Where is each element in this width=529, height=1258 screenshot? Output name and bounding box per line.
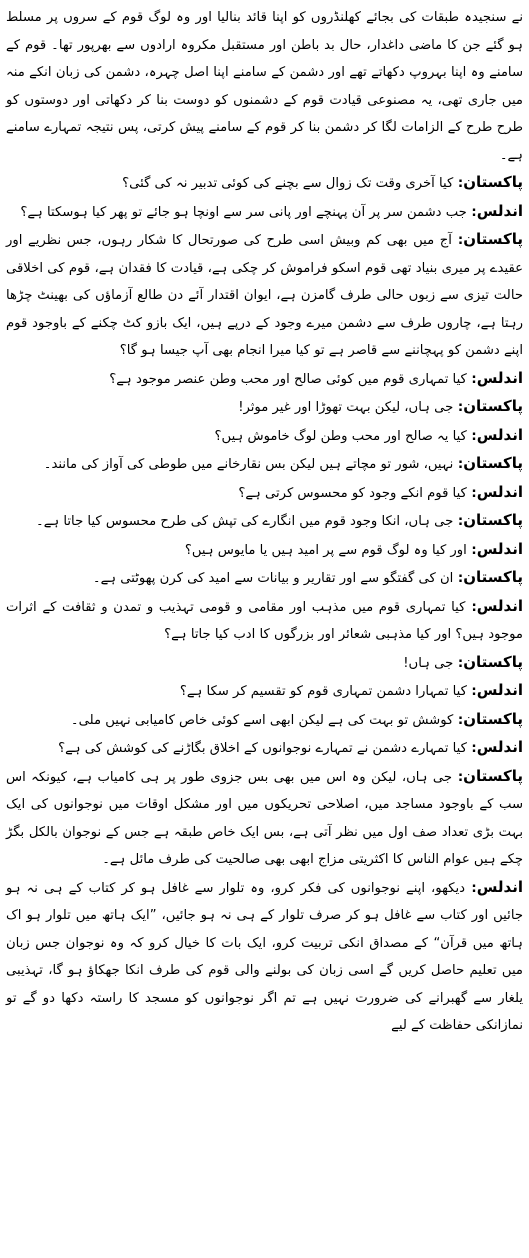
speaker-name: پاکستان: [463, 568, 523, 586]
speaker-name: اندلس: [476, 425, 523, 444]
dialogue-line: اندلس: جب دشمن سر پر آن پہنچے اور پانی سر سے اونچا ہو جائے تو پھر کیا ہوسکتا ہے؟: [20, 201, 523, 220]
speaker-name: اندلس: [476, 201, 523, 220]
dialogue-text: کیا قوم انکے وجود کو محسوس کرتی ہے؟: [238, 485, 467, 501]
dialogue-line: اندلس: کیا تمہاری قوم میں مذہب اور مقامی و قومی تہذیب و تمدن و ثقافت کے اثرات موجود ہیں؟ اور کیا مذہبی شعائر اور بزرگوں کا ادب کیا جاتا ہے؟: [6, 596, 523, 642]
dialogue-line: اندلس: کیا قوم انکے وجود کو محسوس کرتی ہے؟: [238, 482, 523, 501]
dialogue-text: جی ہاں، انکا وجود قوم میں انگارے کی تپش کی طرح محسوس کیا جاتا ہے۔: [36, 514, 454, 529]
dialogue-text: کیا تمہاری قوم میں مذہب اور مقامی و قومی تہذیب و تمدن و ثقافت کے اثرات موجود ہیں؟ اور کیا مذہبی شعائر اور بزرگوں کا ادب کیا جاتا ہے؟: [6, 599, 523, 642]
dialogue-text: جب دشمن سر پر آن پہنچے اور پانی سر سے اونچا ہو جائے تو پھر کیا ہوسکتا ہے؟: [20, 204, 467, 220]
dialogue-line: پاکستان: جی ہاں، لیکن وہ اس میں بھی بس جزوی طور پر ہی کامیاب ہے، کیونکہ اس سب کے باوجود مساجد میں، اصلاحی تحریکوں میں اور مشکل اوقات میں نوجوانوں کی ایک بہت بڑی تعداد صف اول میں نظر آتی ہے، بس ایک خاص طبقہ ہے جس کے نوجوان بالکل بگڑ چکے ہیں عوام الناس کا اکثریتی مزاج ابھی بھی صالحیت کی طرف مائل ہے۔: [6, 766, 523, 867]
dialogue-text: جی ہاں!: [403, 655, 454, 671]
speaker-name: پاکستان: [463, 454, 523, 472]
paragraph-intro: [6, 4, 523, 169]
dialogue-line: پاکستان: جی ہاں، لیکن بہت تھوڑا اور غیر موثر!: [238, 397, 523, 415]
dialogue-text: دیکھو، اپنے نوجوانوں کی فکر کرو، وہ تلوار سے غافل ہو کر کتاب کے ہی نہ ہو جائیں اور کتاب سے غافل ہو کر صرف تلوار کے ہی نہ ہو جائیں، ”ایک ہاتھ میں تلوار ہو اک ہاتھ میں قرآن“ کے مصداق انکی تربیت کرو، ایک بات کا خیال کرو کہ وہ نوجوان جس زبان میں تعلیم حاصل کریں گے اسی زبان کی بولنے والی قوم کی طرف انکا جھکاؤ ہو گا، تہذیبی یلغار سے گھبرانے کی ضرورت نہیں ہے تم اگر نوجوانوں کو مسجد کا راستہ دکھا دو گے تو نمازانکی حفاظت کے لیے: [6, 880, 523, 1033]
speaker-name: اندلس: [476, 482, 523, 501]
dialogue-line: اندلس: کیا یہ صالح اور محب وطن لوگ خاموش ہیں؟: [214, 425, 523, 444]
dialogue-line: پاکستان: کوشش تو بہت کی ہے لیکن ابھی اسے کوئی خاص کامیابی نہیں ملی۔: [70, 709, 523, 728]
dialogue-line: پاکستان: کیا آخری وقت تک زوال سے بچنے کی کوئی تدبیر نہ کی گئی؟: [122, 173, 523, 191]
speaker-name: اندلس: [476, 368, 523, 387]
dialogue-text: کیا آخری وقت تک زوال سے بچنے کی کوئی تدبیر نہ کی گئی؟: [122, 176, 454, 191]
dialogue-text: جی ہاں، لیکن بہت تھوڑا اور غیر موثر!: [238, 400, 454, 415]
speaker-name: پاکستان: [463, 511, 523, 529]
speaker-name: پاکستان: [463, 709, 523, 728]
dialogue-line: اندلس: کیا تمہارا دشمن تمہاری قوم کو تقسیم کر سکا ہے؟: [179, 681, 523, 699]
speaker-name: پاکستان: [463, 766, 523, 785]
dialogue-text: نہیں، شور تو مچاتے ہیں لیکن بس نقارخانے میں طوطی کی آواز کی مانند۔: [43, 457, 454, 472]
dialogue-line: اندلس: اور کیا وہ لوگ قوم سے پر امید ہیں یا مایوس ہیں؟: [184, 539, 523, 558]
speaker-name: اندلس: [476, 681, 523, 699]
speaker-name: اندلس: [476, 539, 523, 558]
paragraph-text: نے سنجیدہ طبقات کی بجائے کھلنڈروں کو اپنا قائد بنالیا اور وہ لوگ قوم کے سروں پر مسلط ہو گئے جن کا ماضی داغدار، حال بد باطن اور مستقبل مکروہ ارادوں سے بھرپور تھا۔ قوم کے سامنے وہ اپنا بہروپ دکھاتے تھے اور دشمن کے سامنے اپنا اصل چہرہ، دشمن کی زبان انکے منہ میں جاری تھی، یہ مصنوعی قیادت قوم کے دشمنوں کو دوست بنا کر دکھاتی اور دوستوں کو طرح طرح کے الزامات لگا کر دشمن بنا کر قوم کے سامنے پیش کرتی، پس نتیجہ تمہارے سامنے ہے۔: [6, 10, 523, 163]
speaker-name: اندلس: [476, 596, 523, 615]
speaker-name: اندلس: [476, 877, 523, 896]
dialogue-line: اندلس: کیا تمہاری قوم میں کوئی صالح اور محب وطن عنصر موجود ہے؟: [109, 368, 523, 387]
dialogue-text: جی ہاں، لیکن وہ اس میں بھی بس جزوی طور پر ہی کامیاب ہے، کیونکہ اس سب کے باوجود مساجد میں، اصلاحی تحریکوں میں اور مشکل اوقات میں نوجوانوں کی ایک بہت بڑی تعداد صف اول میں نظر آتی ہے، بس ایک خاص طبقہ ہے جس کے نوجوان بالکل بگڑ چکے ہیں عوام الناس کا اکثریتی مزاج ابھی بھی صالحیت کی طرف مائل ہے۔: [6, 769, 523, 867]
dialogue-text: آج میں بھی کم وبیش اسی طرح کی صورتحال کا شکار رہوں، جس نظریے اور عقیدے پر میری بنیاد تھی قوم اسکو فراموش کر چکی ہے، قیادت کا فقدان ہے، قوم کی اخلاقی حالت تیزی سے زبوں حالی طرف گامزن ہے، ایوان اقتدار آئے دن طالع آزماؤں کی بھینٹ چڑھا رہتا ہے، چاروں طرف سے دشمن میرے وجود کے درپے ہیں، ایک بازو کٹ چکنے کے باوجود قوم اپنے دشمن کو پہچاننے سے قاصر ہے تو کیا میرا انجام بھی آپ جیسا ہو گا؟: [6, 233, 523, 358]
speaker-name: پاکستان: [463, 397, 523, 415]
dialogue-text: اور کیا وہ لوگ قوم سے پر امید ہیں یا مایوس ہیں؟: [184, 542, 467, 558]
dialogue-line: پاکستان: نہیں، شور تو مچاتے ہیں لیکن بس نقارخانے میں طوطی کی آواز کی مانند۔: [43, 454, 523, 472]
dialogue-line: پاکستان: جی ہاں!: [403, 652, 523, 671]
dialogue-text: کیا یہ صالح اور محب وطن لوگ خاموش ہیں؟: [214, 428, 467, 444]
speaker-name: پاکستان: [463, 652, 523, 671]
speaker-name: اندلس: [476, 738, 523, 756]
dialogue-line: پاکستان: ان کی گفتگو سے اور تقاریر و بیانات سے امید کی کرن پھوٹتی ہے۔: [92, 568, 523, 586]
dialogue-text: ان کی گفتگو سے اور تقاریر و بیانات سے امید کی کرن پھوٹتی ہے۔: [92, 571, 454, 586]
dialogue-text: کیا تمہارا دشمن تمہاری قوم کو تقسیم کر سکا ہے؟: [179, 684, 467, 699]
dialogue-line: پاکستان: جی ہاں، انکا وجود قوم میں انگارے کی تپش کی طرح محسوس کیا جاتا ہے۔: [36, 511, 523, 529]
speaker-name: پاکستان: [463, 230, 523, 248]
dialogue-line: اندلس: دیکھو، اپنے نوجوانوں کی فکر کرو، وہ تلوار سے غافل ہو کر کتاب کے ہی نہ ہو جائیں اور کتاب سے غافل ہو کر صرف تلوار کے ہی نہ ہو جائیں، ”ایک ہاتھ میں تلوار ہو اک ہاتھ میں قرآن“ کے مصداق انکی تربیت کرو، ایک بات کا خیال کرو کہ وہ نوجوان جس زبان میں تعلیم حاصل کریں گے اسی زبان کی بولنے والی قوم کی طرف انکا جھکاؤ ہو گا، تہذیبی یلغار سے گھبرانے کی ضرورت نہیں ہے تم اگر نوجوانوں کو مسجد کا راستہ دکھا دو گے تو نمازانکی حفاظت کے لیے: [6, 877, 523, 1033]
dialogue-line: اندلس: کیا تمہارے دشمن نے تمہارے نوجوانوں کے اخلاق بگاڑنے کی کوشش کی ہے؟: [58, 738, 523, 756]
dialogue-text: کیا تمہاری قوم میں کوئی صالح اور محب وطن عنصر موجود ہے؟: [109, 371, 467, 387]
dialogue-line: پاکستان: آج میں بھی کم وبیش اسی طرح کی صورتحال کا شکار رہوں، جس نظریے اور عقیدے پر میری بنیاد تھی قوم اسکو فراموش کر چکی ہے، قیادت کا فقدان ہے، قوم کی اخلاقی حالت تیزی سے زبوں حالی طرف گامزن ہے، ایوان اقتدار آئے دن طالع آزماؤں کی بھینٹ چڑھا رہتا ہے، چاروں طرف سے دشمن میرے وجود کے درپے ہیں، ایک بازو کٹ چکنے کے باوجود قوم اپنے دشمن کو پہچاننے سے قاصر ہے تو کیا میرا انجام بھی آپ جیسا ہو گا؟: [6, 230, 523, 358]
speaker-name: پاکستان: [463, 173, 523, 191]
dialogue-text: کیا تمہارے دشمن نے تمہارے نوجوانوں کے اخلاق بگاڑنے کی کوشش کی ہے؟: [58, 741, 467, 756]
dialogue-text: کوشش تو بہت کی ہے لیکن ابھی اسے کوئی خاص کامیابی نہیں ملی۔: [70, 712, 454, 728]
